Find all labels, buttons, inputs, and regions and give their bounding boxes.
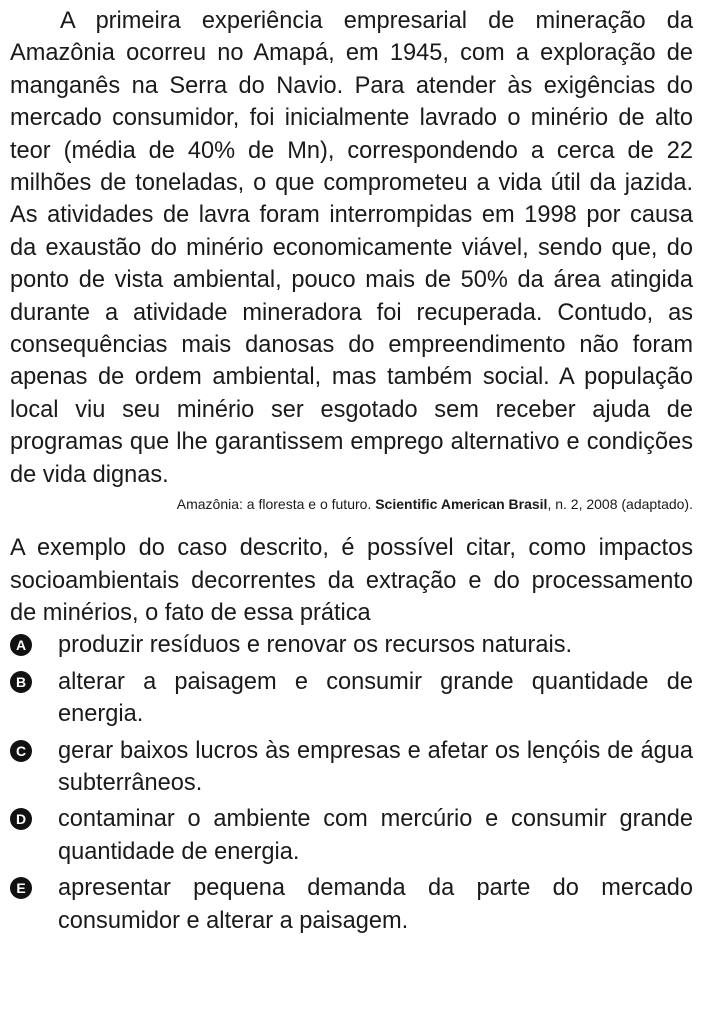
option-c-badge: C xyxy=(10,740,32,762)
option-a-text: produzir resíduos e renovar os recursos naturais. xyxy=(58,632,573,659)
option-b[interactable] xyxy=(10,666,693,731)
option-d-badge: D xyxy=(10,808,32,830)
option-d[interactable] xyxy=(10,803,693,868)
option-b-text: alterar a paisagem e consumir grande quantidade de energia. xyxy=(58,668,693,728)
option-c-text: gerar baixos lucros às empresas e afetar os lençóis de água subterrâneos. xyxy=(58,737,693,796)
exam-question xyxy=(10,5,693,937)
source-details: , n. 2, 2008 (adaptado). xyxy=(547,496,693,513)
option-a-badge: A xyxy=(10,634,32,656)
option-e-text: apresentar pequena demanda da parte do mercado consumidor e alterar a paisagem. xyxy=(58,875,693,934)
option-e[interactable] xyxy=(10,872,693,937)
option-a[interactable] xyxy=(10,629,693,661)
source-title: Amazônia: a floresta e o futuro. xyxy=(176,496,372,513)
option-d-text: contaminar o ambiente com mercúrio e consumir grande quantidade de energia. xyxy=(58,806,693,865)
source-citation xyxy=(10,495,693,513)
option-e-badge: E xyxy=(10,877,32,899)
source-journal: Scientific American Brasil xyxy=(375,496,548,513)
question-stem: A exemplo do caso descrito, é possível citar, como impactos socioambientais decorrentes da extração e do processamento de minérios, o fato de essa prática xyxy=(10,535,693,626)
option-b-badge: B xyxy=(10,671,32,693)
answer-options xyxy=(10,629,693,937)
passage-text: A primeira experiência empresarial de mineração da Amazônia ocorreu no Amapá, em 1945, com a exploração de manganês na Serra do Navio. Para atender às exigências do mercado consumidor, foi inicialmente lavrado o minério de alto teor (média de 40% de Mn), correspondendo a cerca de 22 milhões de toneladas, o que comprometeu a vida útil da jazida. As atividades de lavra foram interrompidas em 1998 por causa da exaustão do minério economicamente viável, sendo que, do ponto de vista ambiental, pouco mais de 50% da área atingida durante a atividade mineradora foi recuperada. Contudo, as consequências mais danosas do empreendimento não foram apenas de ordem ambiental, mas também social. A população local viu seu minério ser esgotado sem receber ajuda de programas que lhe garantissem emprego alternativo e condições de vida dignas. xyxy=(10,8,693,488)
option-c[interactable] xyxy=(10,735,693,800)
